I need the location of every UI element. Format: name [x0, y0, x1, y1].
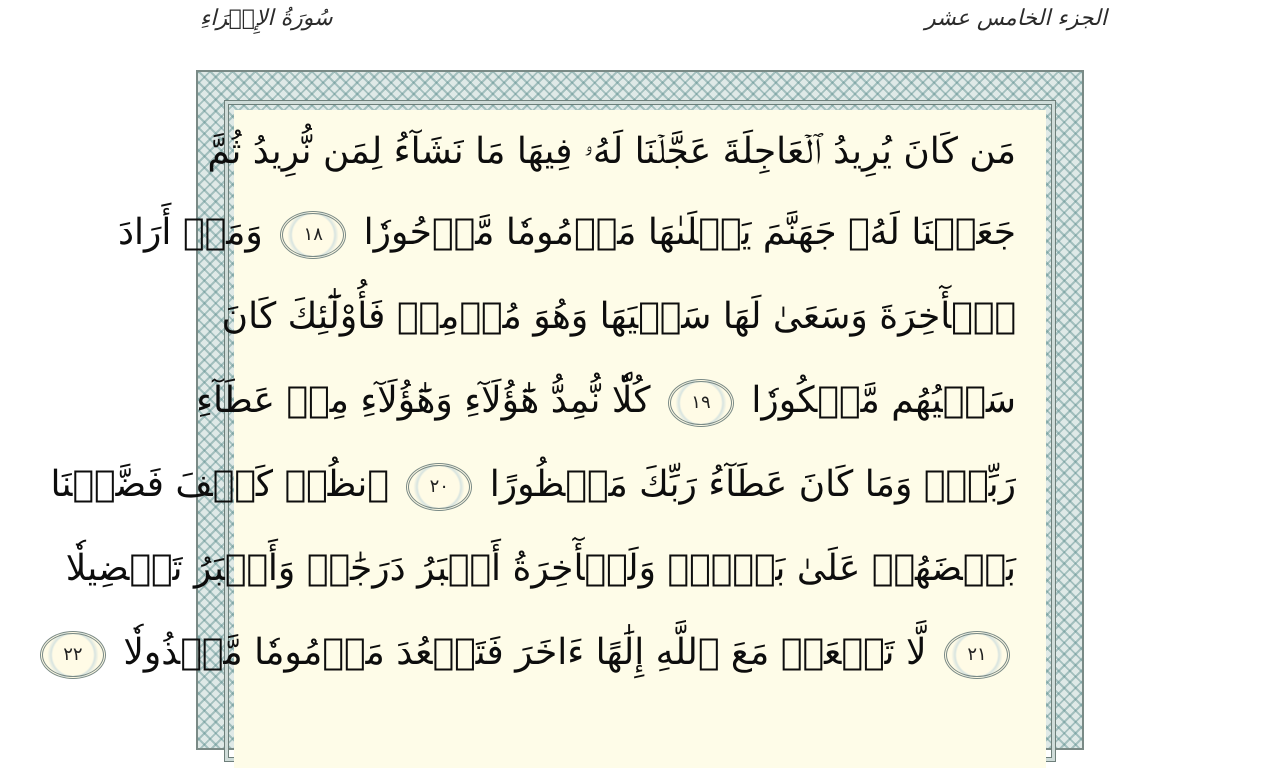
ayah-number-marker: ٢٢	[40, 631, 106, 679]
ayah-number-marker: ٢٠	[406, 463, 472, 511]
ayah-number-marker: ٢١	[944, 631, 1010, 679]
verse-line-6	[65, 541, 1016, 597]
verse-segment: جَعَلۡنَا لَهُۥ جَهَنَّمَ يَصۡلَىٰهَا مَذۡمُومٗا مَّدۡحُورٗا	[363, 212, 1016, 253]
verse-segment: وَمَنۡ أَرَادَ	[118, 212, 263, 253]
verse-line-2	[118, 205, 1016, 261]
verse-segment: كُلّٗا نُّمِدُّ هَٰٓؤُلَآءِ وَهَٰٓؤُلَآءِ مِنۡ عَطَآءِ	[196, 380, 651, 421]
ayah-number-marker: ١٩	[668, 379, 734, 427]
verse-line-4	[196, 373, 1016, 429]
verse-text-panel	[50, 110, 1046, 768]
verse-segment: لَّا تَجۡعَلۡ مَعَ ٱللَّهِ إِلَٰهًا ءَاخَرَ فَتَقۡعُدَ مَذۡمُومٗا مَّخۡذُولٗا	[123, 632, 927, 673]
verse-segment: رَبِّكَۚ وَمَا كَانَ عَطَآءُ رَبِّكَ مَحۡظُورًا	[489, 464, 1016, 505]
verse-segment: ٱنظُرۡ كَيۡفَ فَضَّلۡنَا	[50, 464, 389, 505]
verse-segment: مَن كَانَ يُرِيدُ ٱلۡعَاجِلَةَ عَجَّلۡنَا لَهُۥ فِيهَا مَا نَشَآءُ لِمَن نُّرِيدُ ثُمَّ	[207, 131, 1016, 172]
juz-header: الجزء الخامس عشر	[925, 6, 1107, 31]
verse-line-5	[50, 457, 1016, 513]
verse-line-7	[63, 625, 1016, 681]
verse-segment: بَعۡضَهُمۡ عَلَىٰ بَعۡضٖۚ وَلَلۡأٓخِرَةُ أَكۡبَرُ دَرَجَٰتٖ وَأَكۡبَرُ تَفۡضِيلٗا	[65, 548, 1016, 589]
ayah-number-marker: ١٨	[280, 211, 346, 259]
verse-line-3	[221, 289, 1016, 345]
verse-segment: سَعۡيُهُم مَّشۡكُورٗا	[751, 380, 1016, 421]
verse-line-1	[207, 124, 1016, 180]
mushaf-page-frame	[50, 70, 1084, 750]
surah-header: سُورَةُ الإِسۡرَاءِ	[200, 6, 333, 31]
verse-segment: ٱلۡأٓخِرَةَ وَسَعَىٰ لَهَا سَعۡيَهَا وَهُوَ مُؤۡمِنٞ فَأُوْلَٰٓئِكَ كَانَ	[221, 296, 1016, 337]
